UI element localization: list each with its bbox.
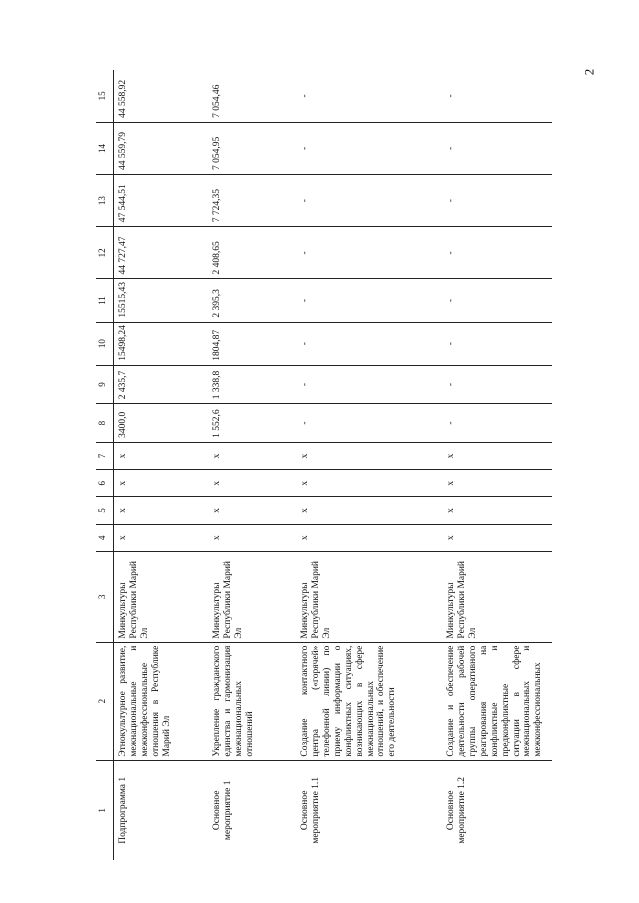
column-header: 9 [96, 365, 114, 404]
cell-c7: x [114, 442, 209, 469]
cell-c8: 3400,0 [114, 404, 209, 443]
column-header: 5 [96, 497, 114, 524]
cell-c14: - [442, 122, 552, 174]
cell-c9: 2 435,7 [114, 365, 209, 404]
cell-c11: 2 395,3 [208, 279, 296, 322]
budget-table [96, 70, 552, 860]
cell-c5: x [208, 497, 296, 524]
cell-c6: x [296, 470, 442, 497]
cell-c8: 1 552,6 [208, 404, 296, 443]
cell-c6: x [114, 470, 209, 497]
cell-c13: 7 724,35 [208, 175, 296, 227]
row-name: Создание и обеспечение деятельности рабочей группы оперативного реагирования на конфликтные и предконфликтные ситуации в сфере межнациональных и межконфессиональных [442, 642, 552, 760]
cell-c10: 15498,24 [114, 322, 209, 365]
cell-c12: - [442, 227, 552, 279]
column-header: 14 [96, 122, 114, 174]
cell-c9: - [442, 365, 552, 404]
table-row [208, 70, 296, 860]
cell-c8: - [442, 404, 552, 443]
row-code: Основное мероприятие 1.2 [446, 776, 467, 844]
table-row [114, 70, 209, 860]
column-header: 10 [96, 322, 114, 365]
column-header: 1 [97, 808, 107, 813]
cell-c5: x [296, 497, 442, 524]
cell-c14: 7 054,95 [208, 122, 296, 174]
row-code: Основное мероприятие 1 [212, 780, 233, 841]
page-number: 2 [581, 68, 597, 76]
cell-c10: 1804,87 [208, 322, 296, 365]
row-name: Этнокультурное развитие, межнациональные и межконфессиональные отношения в Республике Марий Эл [114, 642, 209, 760]
table-row [296, 70, 442, 860]
cell-c4: x [208, 524, 296, 551]
cell-c14: - [296, 122, 442, 174]
column-header: 15 [96, 70, 114, 122]
row-code: Основное мероприятие 1.1 [300, 776, 321, 844]
cell-c12: - [296, 227, 442, 279]
cell-c4: x [114, 524, 209, 551]
cell-c14: 44 559,79 [114, 122, 209, 174]
column-header: 11 [96, 279, 114, 322]
cell-c15: 7 054,46 [208, 70, 296, 122]
cell-c13: 47 544,51 [114, 175, 209, 227]
cell-c13: - [442, 175, 552, 227]
row-executor: Минкультуры Республики Марий Эл [208, 551, 296, 642]
column-header: 12 [96, 227, 114, 279]
column-header: 3 [96, 551, 114, 642]
cell-c12: 2 408,65 [208, 227, 296, 279]
cell-c7: x [442, 442, 552, 469]
row-name: Укрепление гражданского единства и гармонизация межнациональных отношений [208, 642, 296, 760]
cell-c4: x [442, 524, 552, 551]
cell-c13: - [296, 175, 442, 227]
column-header: 7 [96, 442, 114, 469]
cell-c12: 44 727,47 [114, 227, 209, 279]
cell-c10: - [442, 322, 552, 365]
table-row [442, 70, 552, 860]
column-header: 2 [96, 642, 114, 760]
cell-c7: x [296, 442, 442, 469]
row-code: Подпрограмма 1 [118, 776, 128, 844]
cell-c7: x [208, 442, 296, 469]
cell-c11: 15515,43 [114, 279, 209, 322]
cell-c5: x [114, 497, 209, 524]
cell-c6: x [208, 470, 296, 497]
row-name: Создание контактного центра («горячей» телефонной линии) по приему информации о конфликтных ситуациях, возникающих в сфере межнациональных отношений, и обеспечение его деятельности [296, 642, 442, 760]
column-header: 13 [96, 175, 114, 227]
column-header: 8 [96, 404, 114, 443]
row-executor: Минкультуры Республики Марий Эл [296, 551, 442, 642]
cell-c4: x [296, 524, 442, 551]
cell-c9: 1 338,8 [208, 365, 296, 404]
column-header: 4 [96, 524, 114, 551]
cell-c15: - [442, 70, 552, 122]
cell-c10: - [296, 322, 442, 365]
row-executor: Минкультуры Республики Марий Эл [114, 551, 209, 642]
rotated-table-wrapper [96, 70, 544, 860]
cell-c15: 44 558,92 [114, 70, 209, 122]
cell-c15: - [296, 70, 442, 122]
cell-c6: x [442, 470, 552, 497]
cell-c11: - [296, 279, 442, 322]
cell-c8: - [296, 404, 442, 443]
row-executor: Минкультуры Республики Марий Эл [442, 551, 552, 642]
column-header: 6 [96, 470, 114, 497]
cell-c11: - [442, 279, 552, 322]
header-row [96, 70, 114, 860]
cell-c9: - [296, 365, 442, 404]
cell-c5: x [442, 497, 552, 524]
